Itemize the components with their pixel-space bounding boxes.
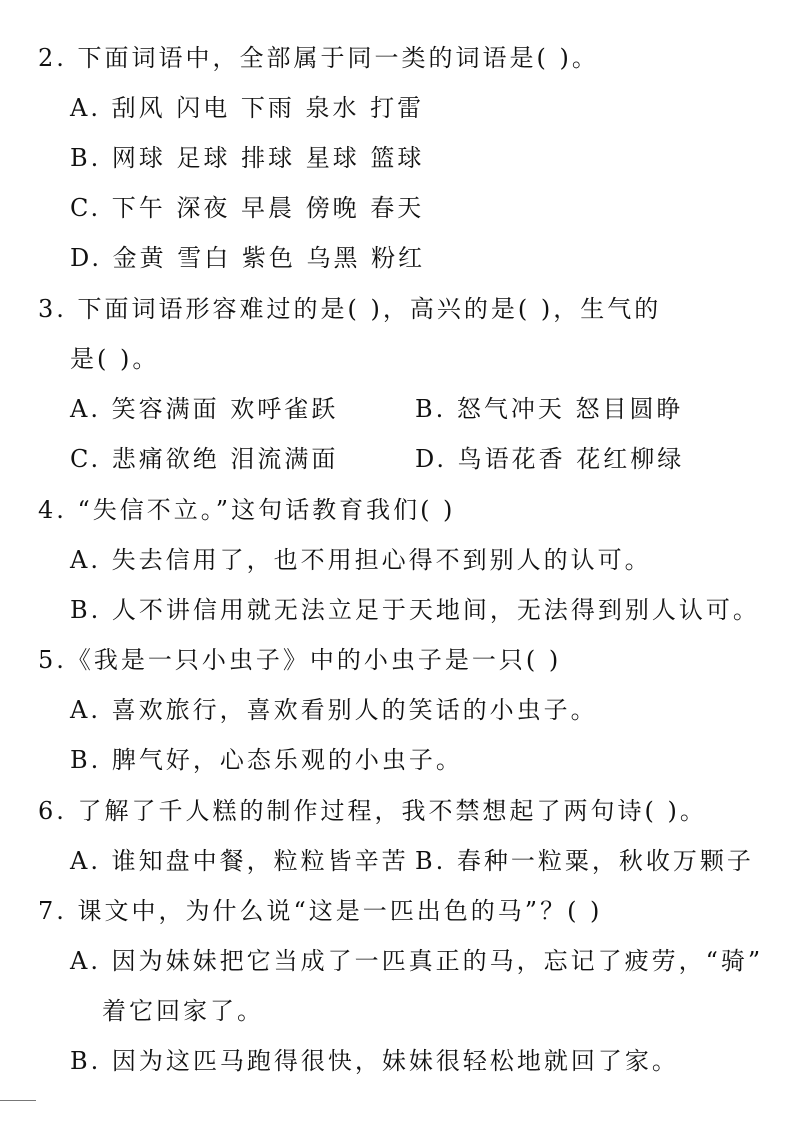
question-3-stem: 3. 下面词语形容难过的是( )，高兴的是( )，生气的 (38, 295, 662, 323)
question-3-option-d: D. 鸟语花香 花红柳绿 (415, 445, 685, 473)
question-2-option-c: C. 下午 深夜 早晨 傍晚 春天 (70, 194, 425, 222)
question-7-stem: 7. 课文中，为什么说“这是一匹出色的马”？( ) (38, 897, 603, 925)
question-6-stem: 6. 了解了千人糕的制作过程，我不禁想起了两句诗( )。 (38, 797, 707, 825)
page-edge-mark (0, 1100, 36, 1101)
question-7-option-a: A. 因为妹妹把它当成了一匹真正的马，忘记了疲劳，“骑” (70, 947, 764, 975)
question-6-option-a: A. 谁知盘中餐，粒粒皆辛苦 (70, 847, 409, 875)
question-3-option-a: A. 笑容满面 欢呼雀跃 (70, 395, 339, 423)
question-5-option-b: B. 脾气好，心态乐观的小虫子。 (70, 746, 463, 774)
question-4-stem: 4. “失信不立。”这句话教育我们( ) (38, 496, 456, 524)
question-7-option-b: B. 因为这匹马跑得很快，妹妹很轻松地就回了家。 (70, 1047, 679, 1075)
question-3-option-b: B. 怒气冲天 怒目圆睁 (415, 395, 684, 423)
question-2-stem: 2. 下面词语中，全部属于同一类的词语是( )。 (38, 44, 599, 72)
question-3-option-c: C. 悲痛欲绝 泪流满面 (70, 445, 339, 473)
question-2-option-d: D. 金黄 雪白 紫色 乌黑 粉红 (70, 244, 426, 272)
question-3-stem-continued: 是( )。 (70, 345, 160, 373)
question-4-option-b: B. 人不讲信用就无法立足于天地间，无法得到别人认可。 (70, 596, 760, 624)
question-2-option-a: A. 刮风 闪电 下雨 泉水 打雷 (70, 94, 425, 122)
question-5-option-a: A. 喜欢旅行，喜欢看别人的笑话的小虫子。 (70, 696, 598, 724)
question-6-option-b: B. 春种一粒粟，秋收万颗子 (415, 847, 754, 875)
question-5-stem: 5.《我是一只小虫子》中的小虫子是一只( ) (38, 646, 562, 674)
question-7-option-a-continued: 着它回家了。 (102, 997, 264, 1025)
question-2-option-b: B. 网球 足球 排球 星球 篮球 (70, 144, 425, 172)
question-4-option-a: A. 失去信用了，也不用担心得不到别人的认可。 (70, 546, 652, 574)
